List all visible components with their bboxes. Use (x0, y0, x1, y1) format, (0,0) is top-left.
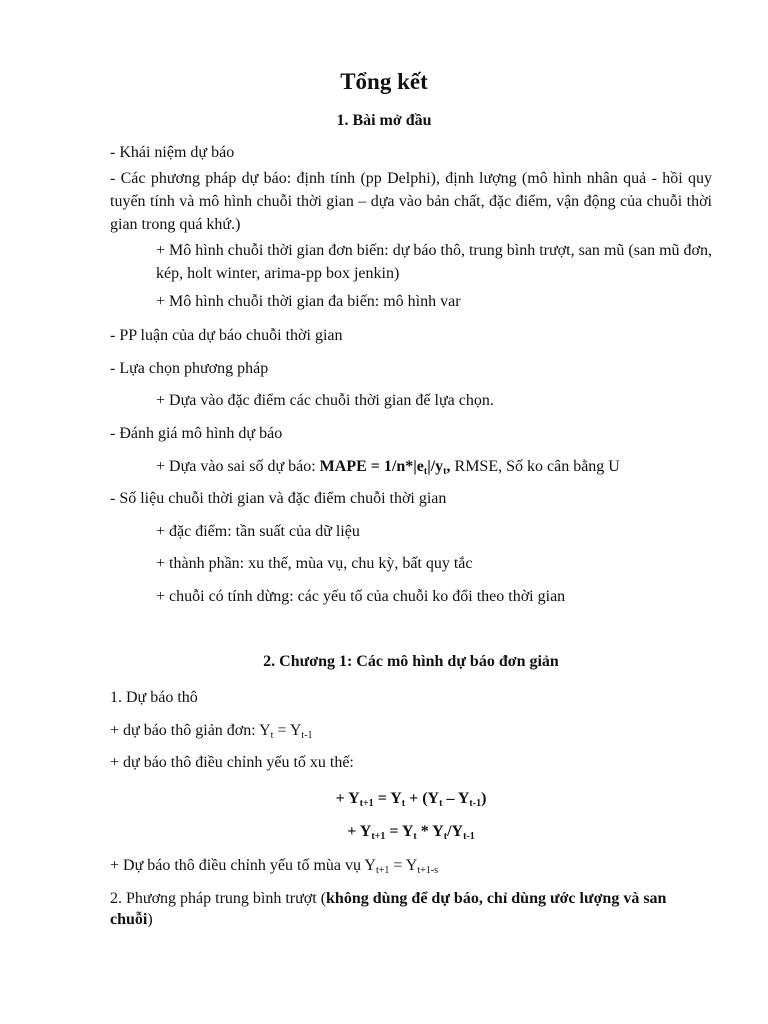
line-du-bao-tho: 1. Dự báo thô (110, 689, 198, 707)
line-khai-niem: - Khái niệm dự báo (110, 144, 235, 161)
line-danh-gia: - Đánh giá mô hình dự báo (110, 424, 283, 442)
line-thanh-phan: + thành phần: xu thế, mùa vụ, chu kỳ, bất quy tắc (156, 555, 473, 573)
line-cac-phuong-phap: - Các phương pháp dự báo: định tính (pp Delphi), định lượng (mô hình nhân quả - hồi quy tuyến tính và mô hình chuỗi thời gian – dựa vào bản chất, đặc điểm, vận động của chuỗi thời gian trong quá khứ.) (110, 169, 712, 233)
line-gian-don: + dự báo thô giản đơn: $Y_t = Y_{t-1}$ (110, 721, 313, 741)
mape-formula: MAPE = $1/n*|e_t|/y_t$, (319, 457, 451, 477)
line-lua-chon: - Lựa chọn phương pháp (110, 359, 269, 377)
line-trung-binh-truot: 2. Phương pháp trung bình trượt (không dùng để dự báo, chỉ dùng ước lượng và san chuỗi) (110, 889, 667, 929)
line-sai-so: + Dựa vào sai số dự báo: MAPE = $1/n*|e_t|/y_t$, RMSE, Số ko cân bằng U (156, 457, 620, 477)
line-xu-the: + dự báo thô điều chỉnh yếu tố xu thế: (110, 754, 354, 772)
line-pp-luan: - PP luận của dự báo chuỗi thời gian (110, 327, 343, 345)
section-2-heading: 2. Chương 1: Các mô hình dự báo đơn giản (263, 653, 559, 671)
formula-trend-multiplicative: + $Y_{t+1} = Y_t * Y_t/Y_{t-1}$ (347, 823, 475, 843)
line-so-lieu: - Số liệu chuỗi thời gian và đặc điểm chuỗi thời gian (110, 490, 447, 508)
line-tan-suat: + đặc điểm: tần suất của dữ liệu (156, 522, 360, 540)
line-don-bien: + Mô hình chuỗi thời gian đơn biến: dự báo thô, trung bình trượt, san mũ (san mũ đơn, kép, holt winter, arima-pp box jenkin) (156, 242, 712, 283)
line-mua-vu: + Dự báo thô điều chỉnh yếu tố mùa vụ $Y_{t+1} = Y_{t+1-s}$ (110, 857, 438, 877)
line-da-bien: + Mô hình chuỗi thời gian đa biến: mô hình var (156, 292, 461, 310)
line-tinh-dung: + chuỗi có tính dừng: các yếu tố của chuỗi ko đổi theo thời gian (156, 587, 566, 605)
line-dua-vao-dac-diem: + Dựa vào đặc điểm các chuỗi thời gian để lựa chọn. (156, 392, 494, 410)
document-title: Tổng kết (340, 69, 428, 94)
document-body (110, 142, 712, 931)
formula-trend-additive: + $Y_{t+1} = Y_t + (Y_t - Y_{t-1})$ (335, 789, 487, 809)
section-1-heading: 1. Bài mở đầu (336, 112, 432, 129)
